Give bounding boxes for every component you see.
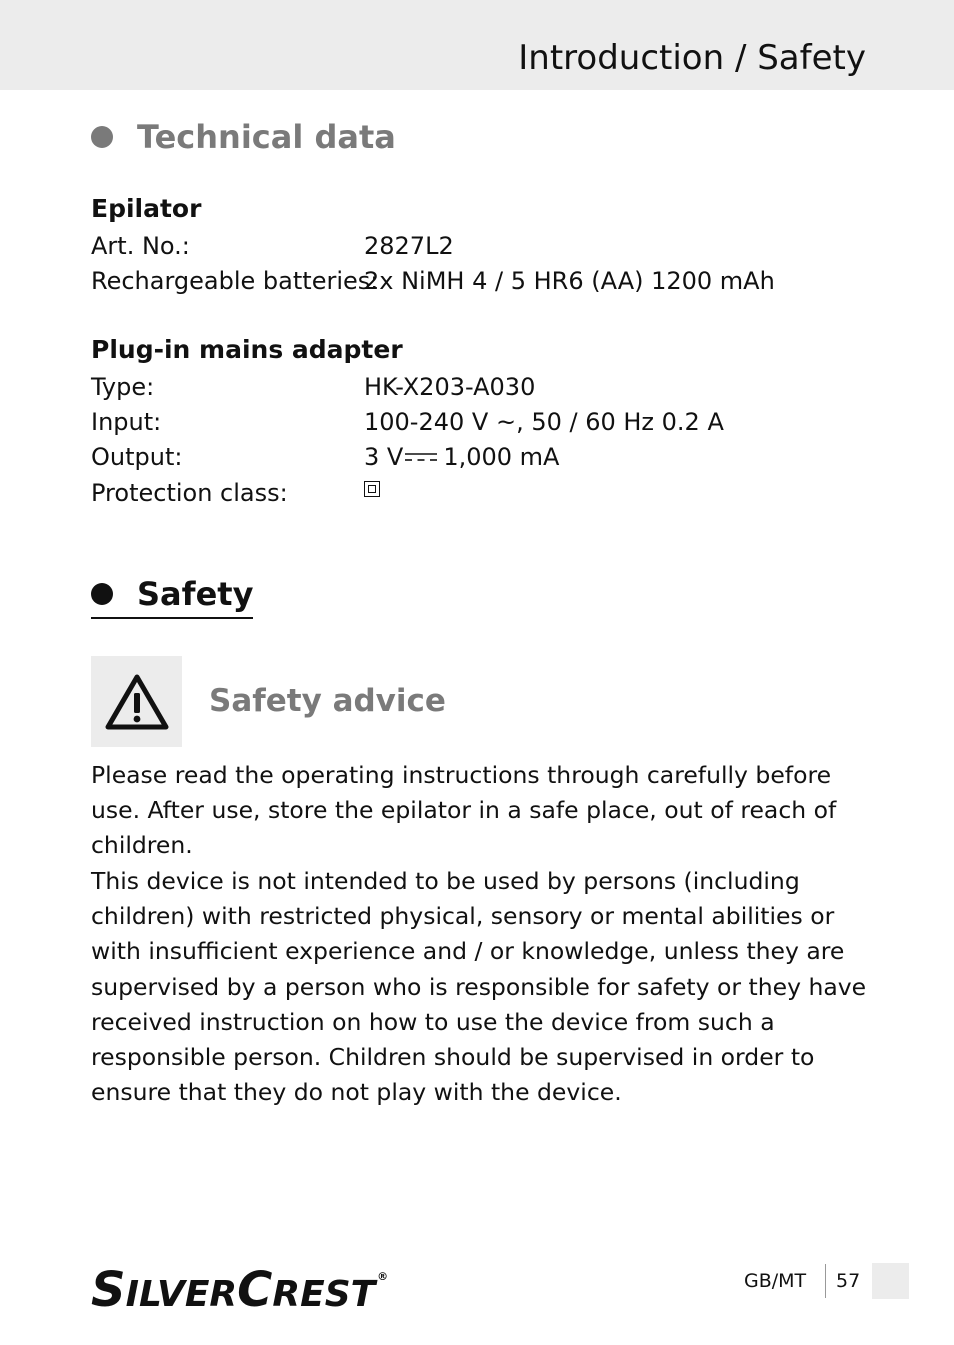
page-header-title: Introduction / Safety [518,38,866,78]
warning-triangle-icon [104,673,170,731]
spec-value: HK-X203-A030 [364,373,536,401]
page-number: 57 [836,1270,861,1292]
output-voltage: 3 V [364,443,404,471]
adapter-subheading: Plug-in mains adapter [91,335,403,364]
spec-value-output [364,441,559,473]
epilator-subheading: Epilator [91,194,202,223]
spec-label: Rechargeable batteries: [91,267,379,295]
spec-value: 2827L2 [364,232,454,260]
class-ii-double-square-icon [364,481,380,497]
warning-box [91,656,182,747]
spec-value: 2x NiMH 4 / 5 HR6 (AA) 1200 mAh [364,267,775,295]
dc-current-icon [405,450,437,464]
spec-value: 100-240 V ~, 50 / 60 Hz 0.2 A [364,408,724,436]
technical-data-heading [91,118,396,156]
spec-label: Art. No.: [91,232,190,260]
safety-title: Safety [137,575,254,613]
footer-tab [872,1263,909,1299]
spec-value [364,477,380,497]
safety-advice-heading: Safety advice [209,683,446,719]
silvercrest-logo: SILVERCREST ® [91,1262,389,1318]
spec-label: Input: [91,408,162,436]
safety-paragraph-2: This device is not intended to be used by persons (including children) with restricted physical, sensory or mental abilities or with insufficient experience and / or knowledge, unless they are supervised by a person who is responsible for safety or they have received instruction on how to use the device from such a responsible person. Children should be supervised in order to ensure that they do not play with the device. [91,867,867,1107]
registered-mark: ® [377,1270,389,1283]
footer-divider [825,1264,826,1298]
spec-label: Type: [91,373,155,401]
safety-heading [91,575,253,619]
footer-region: GB/MT [744,1270,807,1292]
bullet-icon [91,126,113,148]
spec-label: Output: [91,443,183,471]
output-current: 1,000 mA [443,443,560,471]
safety-paragraph-1: Please read the operating instructions through carefully before use. After use, store the epilator in a safe place, out of reach of children. [91,761,837,860]
bullet-icon [91,583,113,605]
technical-data-title: Technical data [137,118,396,156]
spec-label: Protection class: [91,479,288,507]
